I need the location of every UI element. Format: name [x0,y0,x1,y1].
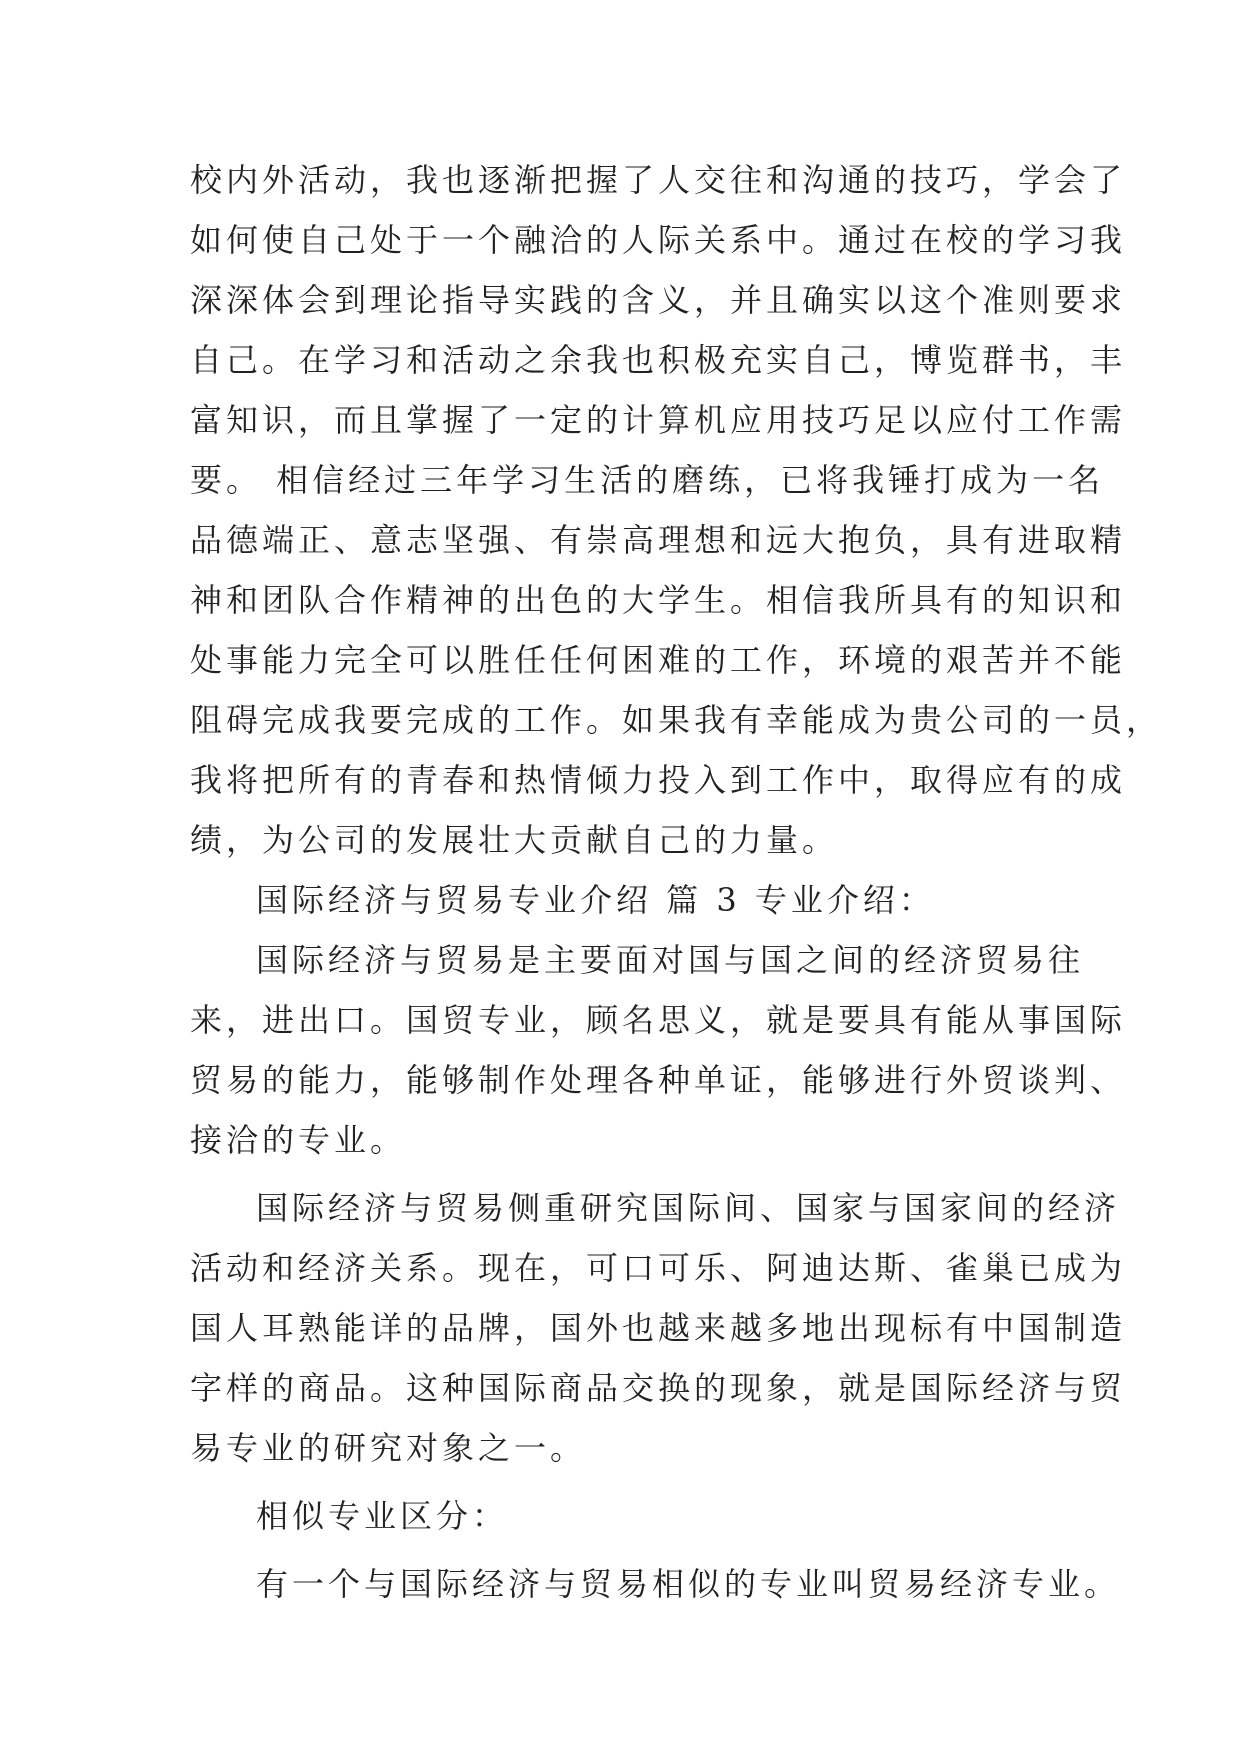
text-line: 国际经济与贸易是主要面对国与国之间的经济贸易往 [256,941,1085,979]
text-line: 贸易的能力，能够制作处理各种单证，能够进行外贸谈判、 [190,1061,1127,1099]
text-line: 有一个与国际经济与贸易相似的专业叫贸易经济专业。 [256,1565,1121,1603]
text-line: 要。 相信经过三年学习生活的磨练，已将我锤打成为一名 [190,461,1105,499]
text-line: 国人耳熟能详的品牌，国外也越来越多地出现标有中国制造 [190,1309,1127,1347]
text-line: 阻碍完成我要完成的工作。如果我有幸能成为贵公司的一员， [190,701,1163,739]
text-line: 深深体会到理论指导实践的含义，并且确实以这个准则要求 [190,281,1127,319]
document-body [190,150,1163,1614]
text-line: 处事能力完全可以胜任任何困难的工作，环境的艰苦并不能 [190,641,1127,679]
text-line: 如何使自己处于一个融洽的人际关系中。通过在校的学习我 [190,221,1127,259]
text-line: 校内外活动，我也逐渐把握了人交往和沟通的技巧，学会了 [190,161,1127,199]
text-line: 品德端正、意志坚强、有崇高理想和远大抱负，具有进取精 [190,521,1127,559]
text-line: 活动和经济关系。现在，可口可乐、阿迪达斯、雀巢已成为 [190,1249,1127,1287]
text-line: 富知识，而且掌握了一定的计算机应用技巧足以应付工作需 [190,401,1127,439]
text-line: 国际经济与贸易侧重研究国际间、国家与国家间的经济 [256,1189,1121,1227]
text-line: 我将把所有的青春和热情倾力投入到工作中，取得应有的成 [190,761,1127,799]
text-line: 易专业的研究对象之一。 [190,1429,587,1467]
section-heading: 国际经济与贸易专业介绍 篇 3 专业介绍： [256,881,935,919]
text-line: 绩，为公司的发展壮大贡献自己的力量。 [190,821,839,859]
text-line: 自己。在学习和活动之余我也积极充实自己，博览群书，丰 [190,341,1127,379]
text-line: 接洽的专业。 [190,1121,407,1159]
text-line: 字样的商品。这种国际商品交换的现象，就是国际经济与贸 [190,1369,1127,1407]
subheading: 相似专业区分： [256,1497,509,1535]
text-line: 神和团队合作精神的出色的大学生。相信我所具有的知识和 [190,581,1127,619]
text-line: 来，进出口。国贸专业，顾名思义，就是要具有能从事国际 [190,1001,1127,1039]
